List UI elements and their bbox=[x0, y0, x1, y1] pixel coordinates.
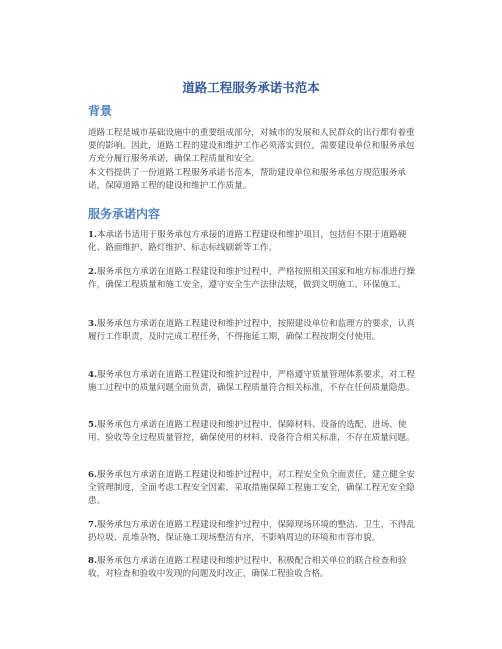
commitment-item-number: 5. bbox=[88, 420, 97, 430]
commitment-item-number: 4. bbox=[88, 370, 97, 380]
background-paragraph-2: 本文档提供了一份道路工程服务承诺书范本，帮助建设单位和服务承包方规范服务承诺，保障道路工程的建设和维护工作质量。 bbox=[88, 168, 406, 191]
commitment-item-number: 2. bbox=[88, 267, 97, 277]
commitment-item-1: 1.本承诺书适用于服务承包方承接的道路工程建设和维护项目，包括但不限于道路硬化、路面维护、路灯维护、标志标线刷新等工作。 bbox=[88, 230, 407, 253]
commitment-item-number: 6. bbox=[88, 470, 97, 480]
commitment-item-number: 1. bbox=[88, 230, 97, 240]
commitment-item-6: 6.服务承包方承诺在道路工程建设和维护过程中，对工程安全负全面责任，建立健全安全管理制度，全面考虑工程安全因素，采取措施保障工程施工安全，确保工程无安全隐患。 bbox=[88, 470, 415, 506]
document-title: 道路工程服务承诺书范本 bbox=[182, 80, 320, 95]
commitment-item-8: 8.服务承包方承诺在道路工程建设和维护过程中，积极配合相关单位的联合检查和验收，对检查和验收中发现的问题及时改正，确保工程验收合格。 bbox=[88, 556, 407, 579]
section-heading-background: 背景 bbox=[88, 104, 113, 118]
commitment-item-3: 3.服务承包方承诺在道路工程建设和维护过程中，按照建设单位和监理方的要求，认真履行工作职责，及时完成工程任务，不得拖延工期，确保工程按期交付使用。 bbox=[88, 319, 415, 342]
commitment-item-2: 2.服务承包方承诺在道路工程建设和维护过程中，严格按照相关国家和地方标准进行操作，确保工程质量和施工安全，遵守安全生产法律法规，做到文明施工、环保施工。 bbox=[88, 267, 415, 290]
commitment-item-number: 3. bbox=[88, 319, 97, 329]
commitment-item-7: 7.服务承包方承诺在道路工程建设和维护过程中，保障现场环境的整洁、卫生，不得乱扔垃圾、乱堆杂物，保证施工现场整洁有序，不影响周边的环境和市容市貌。 bbox=[88, 520, 415, 543]
section-heading-commitments: 服务承诺内容 bbox=[88, 207, 161, 221]
commitment-item-number: 8. bbox=[88, 556, 97, 566]
background-paragraph-1: 道路工程是城市基础设施中的重要组成部分，对城市的发展和人民群众的出行都有着重要的影响。因此，道路工程的建设和维护工作必须落实到位，需要建设单位和服务承包方充分履行服务承诺，确保工程质量和安全。 bbox=[88, 128, 415, 164]
commitment-item-4: 4.服务承包方承诺在道路工程建设和维护过程中，严格遵守质量管理体系要求，对工程施工过程中的质量问题全面负责，确保工程质量符合相关标准，不存在任何质量隐患。 bbox=[88, 370, 415, 393]
commitment-item-number: 7. bbox=[88, 520, 97, 530]
commitment-item-5: 5.服务承包方承诺在道路工程建设和维护过程中，保障材料、设备的选配、进场、使用、验收等全过程质量管控，确保使用的材料、设备符合相关标准，不存在质量问题。 bbox=[88, 420, 415, 443]
